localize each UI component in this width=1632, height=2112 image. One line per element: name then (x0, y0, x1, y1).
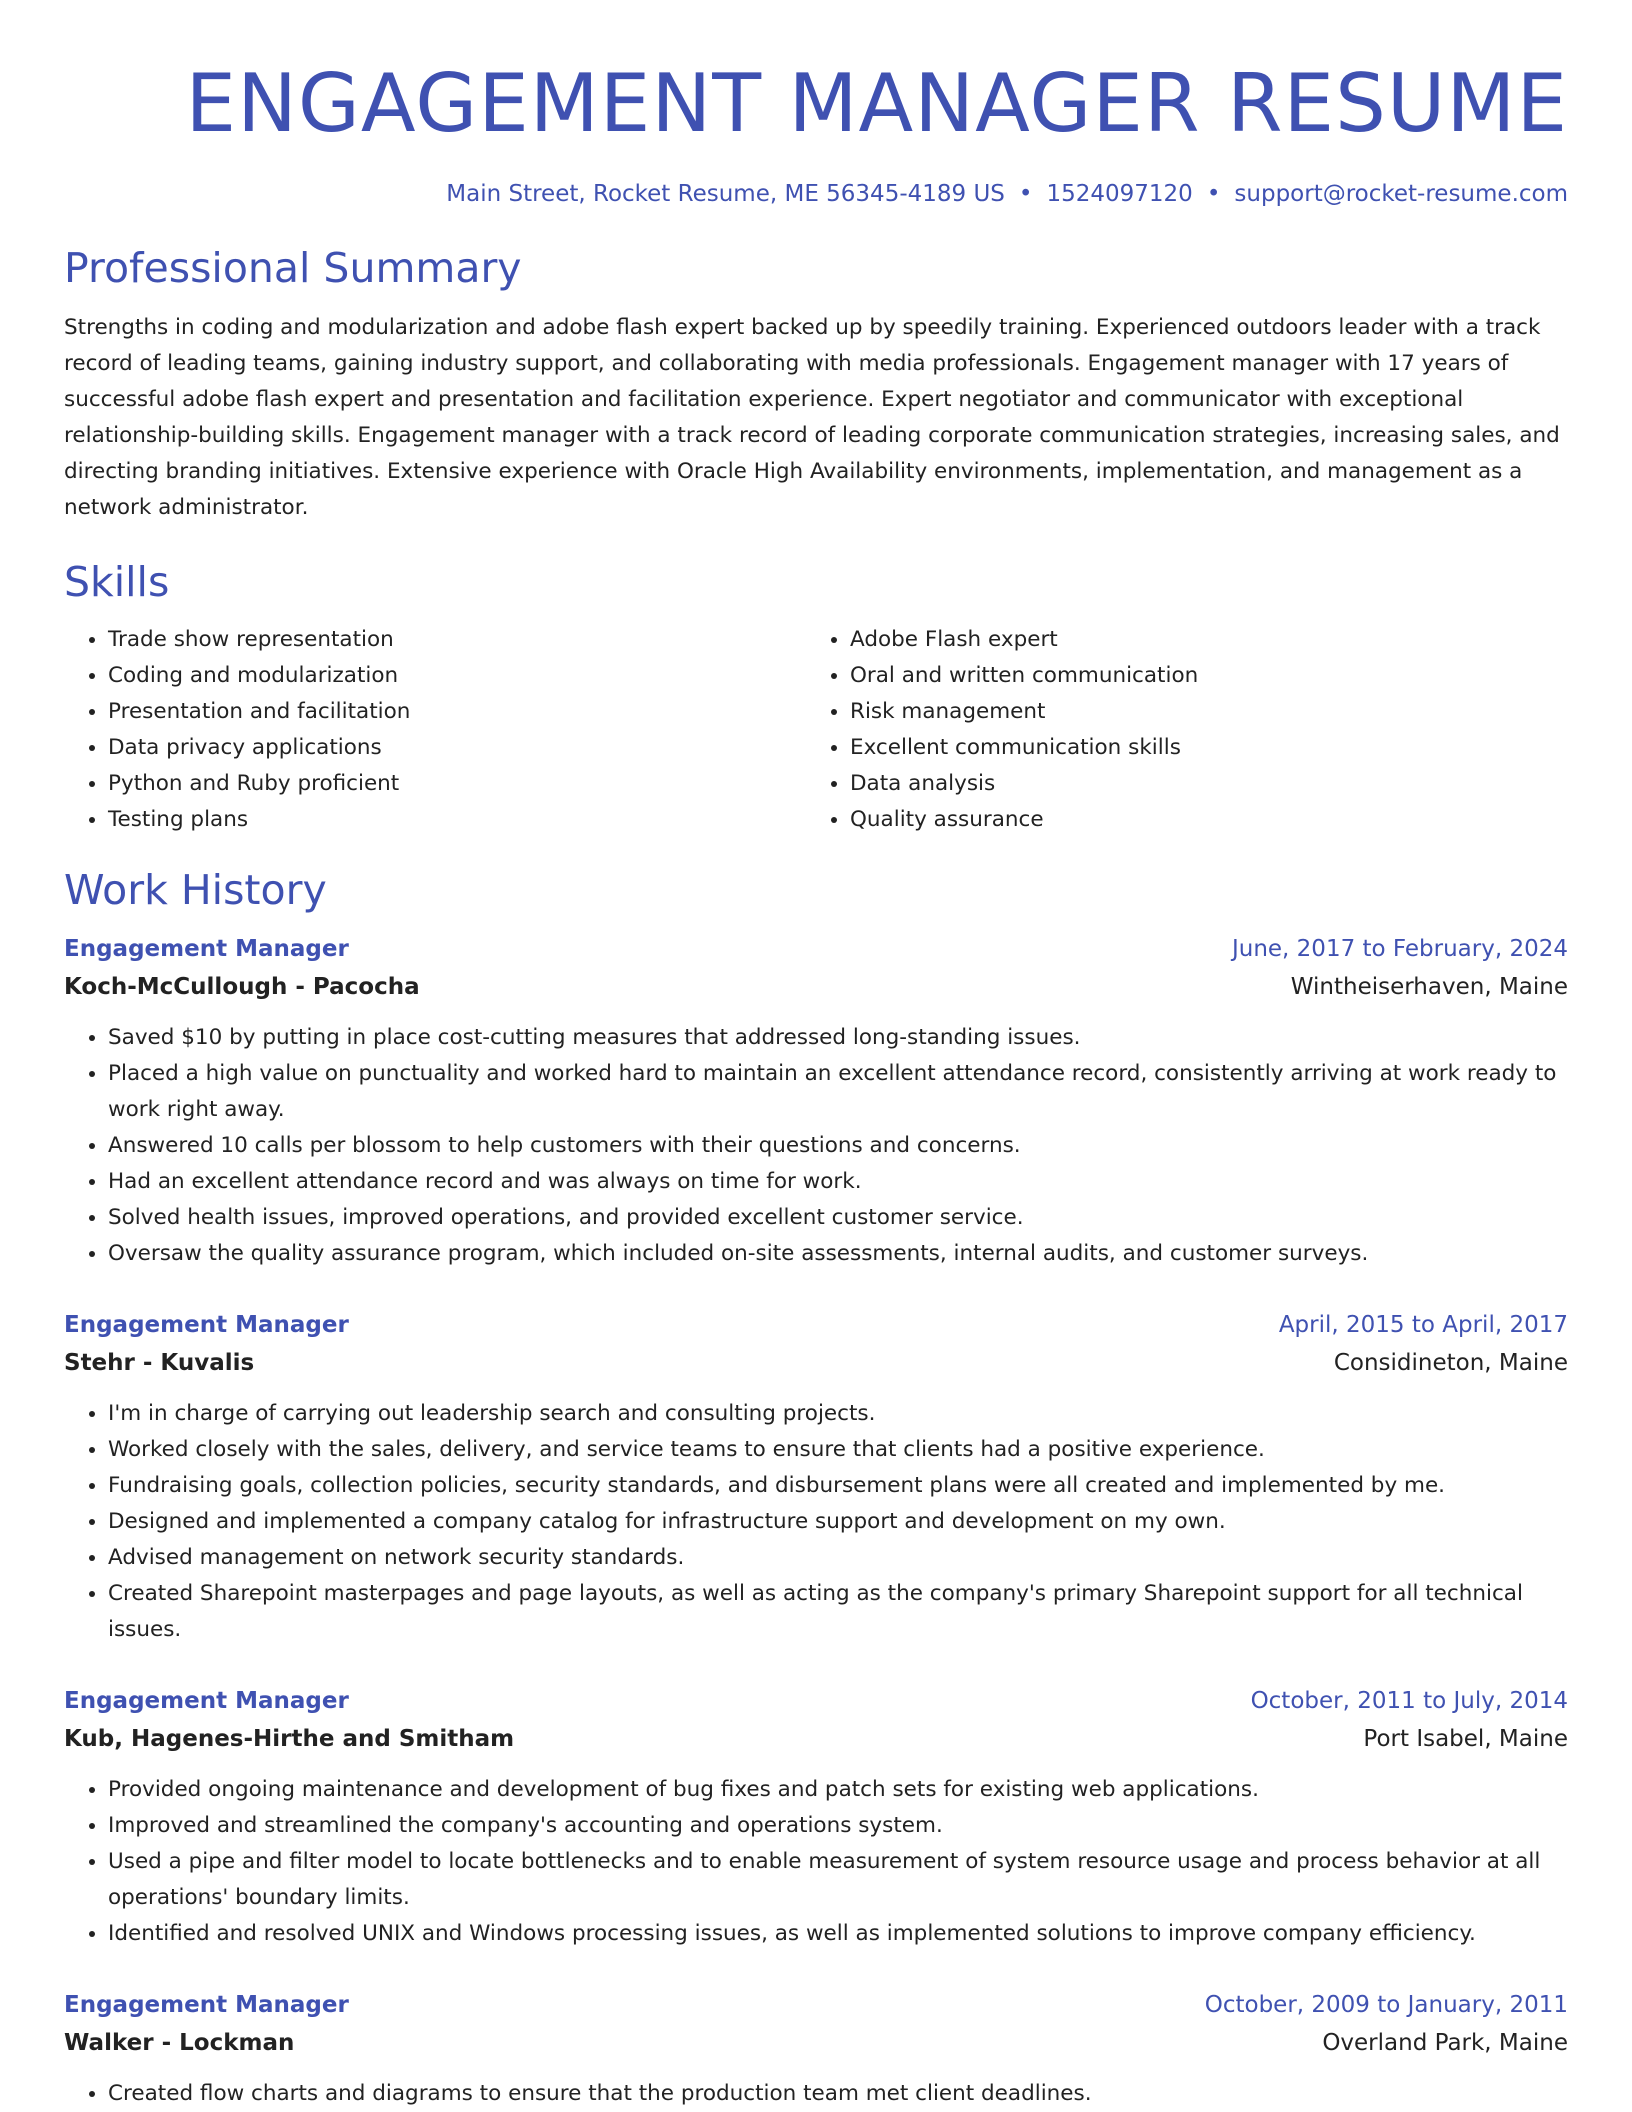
skill-item: • Testing plans (108, 802, 806, 838)
job-header-row (64, 1682, 1568, 1720)
job-entry (64, 1306, 1568, 1648)
job-bullet: • I'm in charge of carrying out leadership search and consulting projects. (108, 1396, 1568, 1432)
skills-grid (64, 622, 1568, 838)
resume-title: ENGAGEMENT MANAGER RESUME (185, 57, 1568, 150)
work-history-heading: Work History (64, 866, 327, 914)
job-bullet: • Worked closely with the sales, delivery, and service teams to ensure that clients had a positive experience. (108, 1432, 1568, 1468)
job-bullet: • Solved health issues, improved operations, and provided excellent customer service. (108, 1200, 1568, 1236)
job-company: Koch-McCullough - Pacocha (64, 974, 420, 1000)
skills-section (64, 554, 1568, 838)
job-bullet: • Had an excellent attendance record and was always on time for work. (108, 1164, 1568, 1200)
skills-heading: Skills (64, 558, 170, 606)
summary-text: Strengths in coding and modularization and adobe flash expert backed up by speedily training. Experienced outdoors leader with a track record of leading teams, gaining industry support, and collaborating with media professionals. Engagement manager with 17 years of successful adobe flash expert and presentation and facilitation experience. Expert negotiator and communicator with exceptional relationship-building skills. Engagement manager with a track record of leading corporate communication strategies, increasing sales, and directing branding initiatives. Extensive experience with Oracle High Availability environments, implementation, and management as a network administrator. (64, 315, 1560, 520)
summary-heading: Professional Summary (64, 244, 522, 292)
job-bullets (64, 2076, 1568, 2112)
job-location: Considineton, Maine (1333, 1350, 1568, 1376)
job-bullet: • Provided ongoing maintenance and development of bug fixes and patch sets for existing web applications. (108, 1772, 1568, 1808)
contact-email: support@rocket-resume.com (1234, 181, 1568, 207)
job-title: Engagement Manager (64, 1312, 349, 1338)
job-company-row (64, 2024, 1568, 2062)
skill-item: • Presentation and facilitation (108, 694, 806, 730)
job-bullet: • Fundraising goals, collection policies, security standards, and disbursement plans were all created and implemented by me. (108, 1468, 1568, 1504)
contact-address: Main Street, Rocket Resume, ME 56345-4189 US (446, 181, 1005, 207)
job-company-row (64, 1344, 1568, 1382)
job-company: Stehr - Kuvalis (64, 1350, 255, 1376)
job-bullets (64, 1020, 1568, 1272)
job-bullet: • Saved $10 by putting in place cost-cutting measures that addressed long-standing issues. (108, 1020, 1568, 1056)
contact-line (64, 178, 1568, 210)
skill-item: • Data privacy applications (108, 730, 806, 766)
job-company: Kub, Hagenes-Hirthe and Smitham (64, 1726, 515, 1752)
job-bullet: • Created Sharepoint masterpages and page layouts, as well as acting as the company's primary Sharepoint support for all technical issues. (108, 1576, 1568, 1648)
skill-item: • Risk management (850, 694, 1548, 730)
job-company-row (64, 1720, 1568, 1758)
skill-item: • Quality assurance (850, 802, 1548, 838)
job-entry (64, 930, 1568, 1272)
resume-header (64, 0, 1568, 210)
job-dates: October, 2011 to July, 2014 (1250, 1688, 1568, 1714)
contact-separator: • (1206, 181, 1221, 207)
job-dates: June, 2017 to February, 2024 (1231, 936, 1568, 962)
job-company: Walker - Lockman (64, 2030, 295, 2056)
skill-item: • Python and Ruby proficient (108, 766, 806, 802)
skills-column-right (806, 622, 1548, 838)
job-location: Wintheiserhaven, Maine (1290, 974, 1568, 1000)
job-header-row (64, 1986, 1568, 2024)
job-company-row (64, 968, 1568, 1006)
job-bullet: • Identified and resolved UNIX and Windows processing issues, as well as implemented solutions to improve company efficiency. (108, 1916, 1568, 1952)
job-bullets (64, 1772, 1568, 1952)
job-dates: October, 2009 to January, 2011 (1204, 1992, 1568, 2018)
contact-phone: 1524097120 (1046, 181, 1193, 207)
job-bullet: • Advised management on network security standards. (108, 1540, 1568, 1576)
skill-item: • Trade show representation (108, 622, 806, 658)
job-entry (64, 1682, 1568, 1952)
job-header-row (64, 1306, 1568, 1344)
job-bullet: • Placed a high value on punctuality and worked hard to maintain an excellent attendance record, consistently arriving at work ready to work right away. (108, 1056, 1568, 1128)
job-bullets (64, 1396, 1568, 1648)
skill-item: • Data analysis (850, 766, 1548, 802)
summary-section (64, 240, 1568, 526)
skills-list-left (64, 622, 806, 838)
job-bullet: • Created flow charts and diagrams to ensure that the production team met client deadlines. (108, 2076, 1568, 2112)
job-title: Engagement Manager (64, 1992, 349, 2018)
skills-column-left (64, 622, 806, 838)
job-title: Engagement Manager (64, 936, 349, 962)
job-title: Engagement Manager (64, 1688, 349, 1714)
job-bullet: • Answered 10 calls per blossom to help customers with their questions and concerns. (108, 1128, 1568, 1164)
job-location: Overland Park, Maine (1322, 2030, 1568, 2056)
skill-item: • Coding and modularization (108, 658, 806, 694)
skill-item: • Adobe Flash expert (850, 622, 1548, 658)
job-dates: April, 2015 to April, 2017 (1278, 1312, 1568, 1338)
skill-item: • Oral and written communication (850, 658, 1548, 694)
contact-separator: • (1018, 181, 1033, 207)
job-bullet: • Used a pipe and filter model to locate bottlenecks and to enable measurement of system resource usage and process behavior at all operations' boundary limits. (108, 1844, 1568, 1916)
job-entry (64, 1986, 1568, 2112)
job-bullet: • Oversaw the quality assurance program, which included on-site assessments, internal audits, and customer surveys. (108, 1236, 1568, 1272)
job-bullet: • Designed and implemented a company catalog for infrastructure support and development on my own. (108, 1504, 1568, 1540)
job-header-row (64, 930, 1568, 968)
job-bullet: • Improved and streamlined the company's accounting and operations system. (108, 1808, 1568, 1844)
skill-item: • Excellent communication skills (850, 730, 1548, 766)
skills-list-right (806, 622, 1548, 838)
job-location: Port Isabel, Maine (1363, 1726, 1568, 1752)
work-history-section (64, 862, 1568, 2112)
